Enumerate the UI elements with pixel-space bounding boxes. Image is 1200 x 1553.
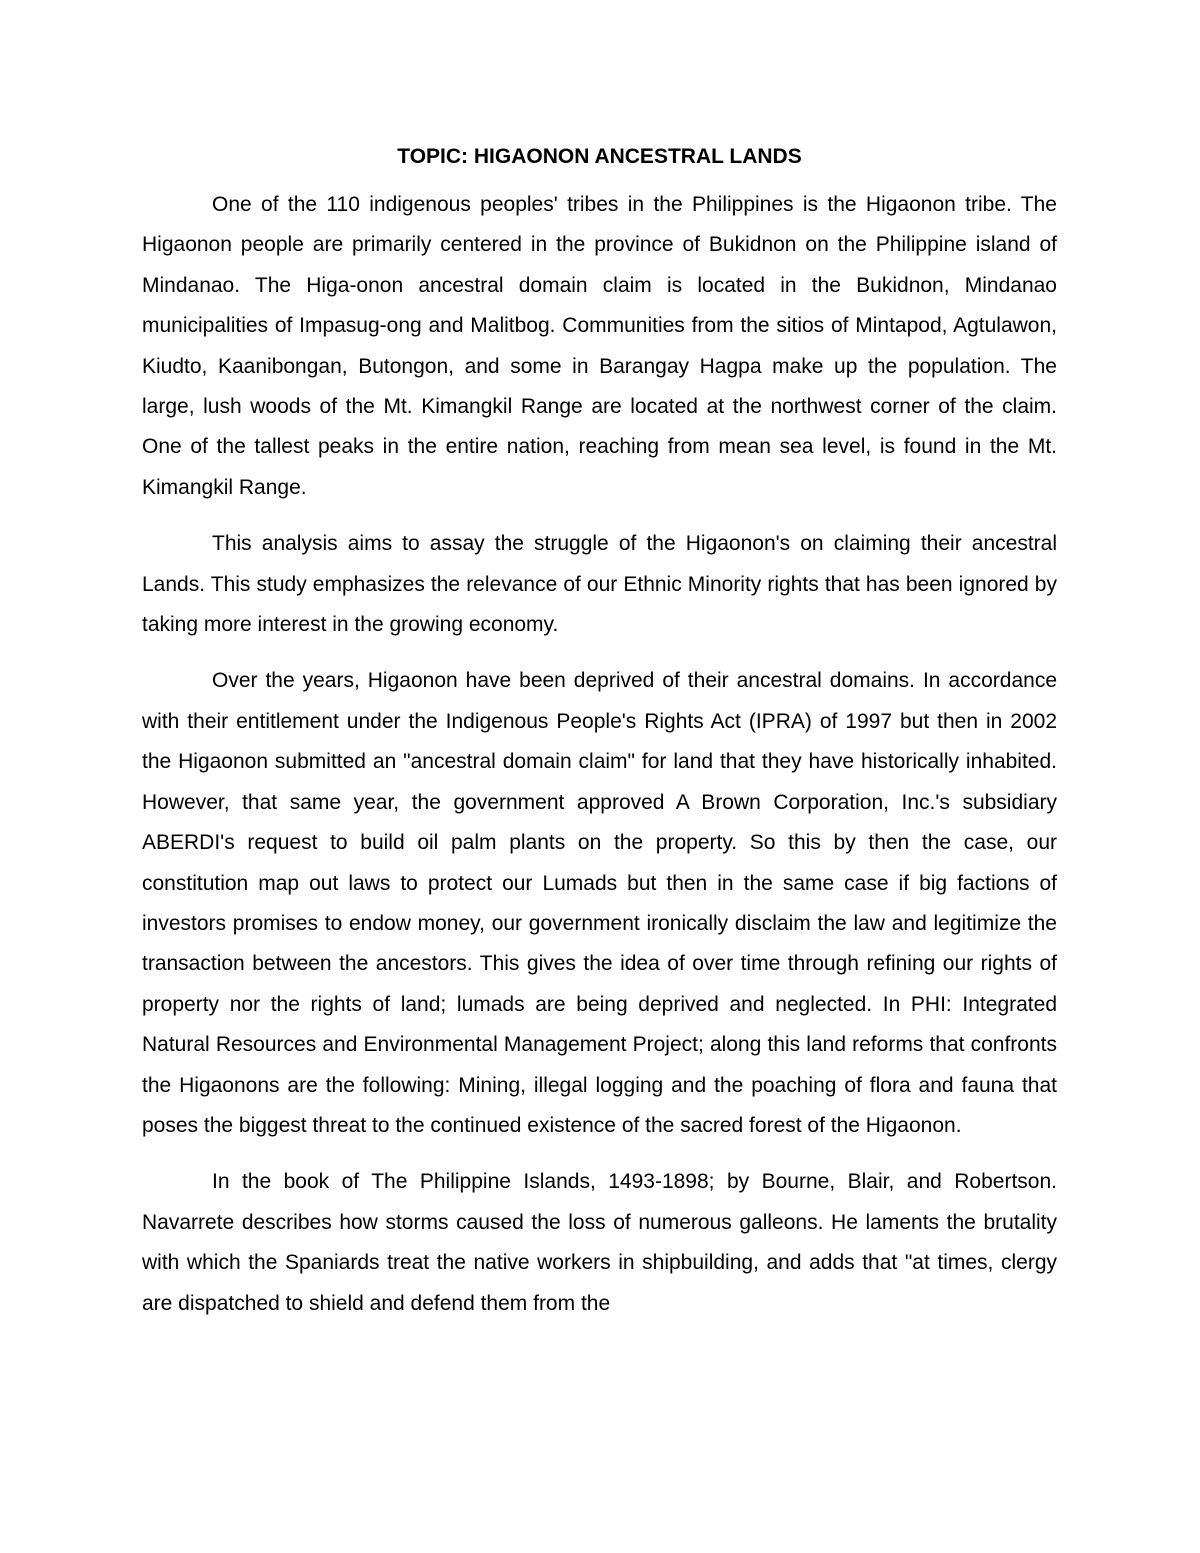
paragraph-intro: One of the 110 indigenous peoples' tribes in the Philippines is the Higaonon tribe. The Higaonon people are primarily centered in the province of Bukidnon on the Philippine island of Mindanao. The Higa-onon ancestral domain claim is located in the Bukidnon, Mindanao municipalities of Impasug-ong and Malitbog. Communities from the sitios of Mintapod, Agtulawon, Kiudto, Kaanibongan, Butongon, and some in Barangay Hagpa make up the population. The large, lush woods of the Mt. Kimangkil Range are located at the northwest corner of the claim. One of the tallest peaks in the entire nation, reaching from mean sea level, is found in the Mt. Kimangkil Range. — [142, 193, 1057, 499]
document-page — [142, 141, 1057, 1340]
document-title: TOPIC: HIGAONON ANCESTRAL LANDS — [397, 145, 802, 168]
paragraph-philippine-islands-book: In the book of The Philippine Islands, 1493-1898; by Bourne, Blair, and Robertson. Navarrete describes how storms caused the loss of numerous galleons. He laments the brutality with which the Spaniards treat the native workers in shipbuilding, and adds that "at times, clergy are dispatched to shield and defend them from the — [142, 1170, 1057, 1315]
paragraph-deprivation: Over the years, Higaonon have been deprived of their ancestral domains. In accordance with their entitlement under the Indigenous People's Rights Act (IPRA) of 1997 but then in 2002 the Higaonon submitted an "ancestral domain claim" for land that they have historically inhabited. However, that same year, the government approved A Brown Corporation, Inc.'s subsidiary ABERDI's request to build oil palm plants on the property. So this by then the case, our constitution map out laws to protect our Lumads but then in the same case if big factions of investors promises to endow money, our government ironically disclaim the law and legitimize the transaction between the ancestors. This gives the idea of over time through refining our rights of property nor the rights of land; lumads are being deprived and neglected. In PHI: Integrated Natural Resources and Environmental Management Project; along this land reforms that confronts the Higaonons are the following: Mining, illegal logging and the poaching of flora and fauna that poses the biggest threat to the continued existence of the sacred forest of the Higaonon. — [142, 669, 1057, 1137]
paragraph-analysis-aim: This analysis aims to assay the struggle of the Higaonon's on claiming their ancestral Lands. This study emphasizes the relevance of our Ethnic Minority rights that has been ignored by taking more interest in the growing economy. — [142, 532, 1057, 637]
